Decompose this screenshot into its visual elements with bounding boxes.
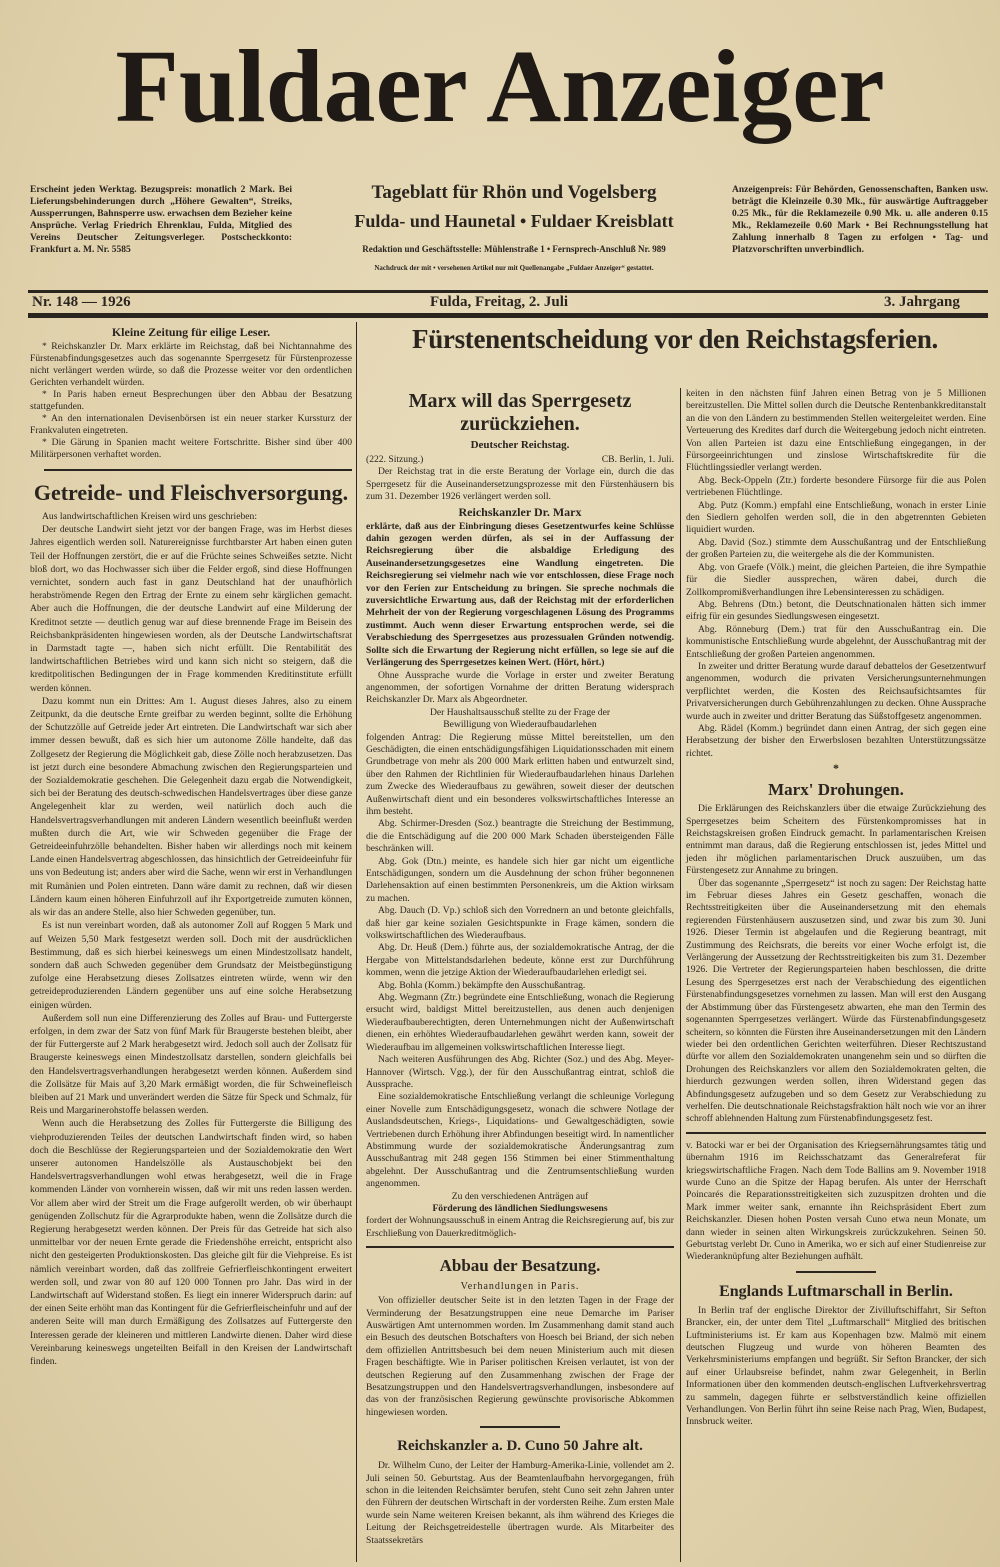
issue-number: Nr. 148 — 1926 <box>32 294 131 310</box>
brief-news-list <box>30 341 352 461</box>
subtitle-line-1: Tageblatt für Rhön und Vogelsberg <box>371 182 657 203</box>
paragraph: Nach weiteren Ausführungen des Abg. Richter (Soz.) und des Abg. Meyer-Hannover (Wirtsch. Vgg.), der für den Ausschußantrag eintrat, schloß die Aussprache. <box>366 1054 674 1090</box>
brief-news-item: * An den internationalen Devisenbörsen ist ein neuer starker Kurssturz der Frankvaluten eingetreten. <box>30 413 352 436</box>
reprint-note: Nachdruck der mit • versehenen Artikel nur mit Quellenangabe „Fuldaer Anzeiger“ gestattet. <box>374 264 654 272</box>
paragraph: fordert der Wohnungsausschuß in einem Antrag die Reichsregierung auf, bis zur Erschließung von Dauerkreditmöglich- <box>366 1215 674 1239</box>
paragraph: Der deutsche Landwirt sieht jetzt vor der bangen Frage, was im Herbst dieses Jahres eigentlich werden soll. Naturereignisse furchtbarster Art haben einen guten Teil der Hoffnungen zerstört, die er auf die Früchte seines Schweißes setzte. Nicht bloß dort, wo das Hochwasser sich über die Felder ergoß, sind diese Hoffnungen vernichtet, sondern auch fast in ganz Deutschland hat der unaufhörlich herabströmende Regen den Ertrag der Ernte zu einem sehr kärglichen gemacht. Aber auch die Hoffnungen, die der deutsche Landwirt auf eine Milderung der Kreditnot setzte — deutlich genug war auf diese brennende Frage im Beisein des Reichsbankpräsidenten hingewiesen worden, als der Deutsche Landwirtschaftsrat in Darmstadt tagte —, haben sich nicht erfüllt. Die Rentabilität des landwirtschaftlichen Betriebes wird und kann sich nicht so steigern, daß die kreditpolitischen Bedingungen der in Frage kommenden Kreditinstitute erfüllt werden können. <box>30 524 352 694</box>
subheading-line: Bewilligung von Wiederaufbaudarlehen <box>443 719 597 731</box>
article-subheadline: Marx will das Sperrgesetz zurückziehen. <box>408 390 632 435</box>
session-line <box>366 454 674 466</box>
paragraph: Aus landwirtschaftlichen Kreisen wird uns geschrieben: <box>42 511 257 522</box>
paragraph: Eine sozialdemokratische Entschließung verlangt die schleunige Vorlegung einer Novelle zum Entschädigungsgesetz, wonach die schwere Notlage der Auslandsdeutschen, Kriegs-, Liquidations- und Gewaltgeschädigten, sowie Vertriebenen durch Erhöhung ihrer Abfindungen beseitigt wird. In namentlicher Abstimmung wurde der sozialdemokratische Änderungsantrag zum Ausschußantrag mit 248 gegen 156 Stimmen bei einer Stimmenthaltung abgelehnt. Der Ausschußantrag und die Zentrumsentschließung wurden angenommen. <box>366 1091 674 1190</box>
right-column <box>686 388 986 1429</box>
paragraph: keiten in den nächsten fünf Jahren einen Betrag von je 5 Millionen bereitzustellen. Die Mittel sollen durch die Deutsche Rentenbankkreditanstalt an die von den Ländern zu bestimmenden Stellen weitergeleitet werden. Eine Verteuerung des Kredites darf durch die Weitergebung jedoch nicht eintreten. Von allen Parteien ist dazu eine Entschließung eingegangen, in der Fürsorgeeinrichtungen und zinslose Wirtschaftskredite für die Flüchtlingssiedler verlangt werden. <box>686 388 986 474</box>
byline: CB. Berlin, 1. Juli. <box>601 454 674 465</box>
column-divider <box>356 322 357 1562</box>
paragraph: Dr. Wilhelm Cuno, der Leiter der Hamburg-Amerika-Linie, vollendet am 2. Juli seinen 50. Geburtstag. Aus der Beamtenlaufbahn hervorgegangen, früh schon in die leitenden Reichsämter berufen, steht Cuno seit zehn Jahren unter den Führern der deutschen Wirtschaft in der vordersten Reihe. Zum ersten Male wurde sein Name weiteren Kreisen bekannt, als ihm während des Krieges die Leitung der Reichsgetreidestelle übertragen wurde. Als Mitarbeiter des Staatssekretärs <box>366 1460 674 1546</box>
middle-column <box>366 388 674 1547</box>
paragraph: Abg. Dr. Heuß (Dem.) führte aus, der sozialdemokratische Antrag, der die Hergabe von Mittelstandsdarlehen bedeute, könne erst zur Durchführung kommen, wenn die jetzige Aktion der Wiederaufbaudarlehen erledigt sei. <box>366 942 674 979</box>
paragraph: Dazu kommt nun ein Drittes: Am 1. August dieses Jahres, also zu einem Zeitpunkt, da die deutsche Ernte greifbar zu werden beginnt, sollte die Erhöhung der Schutzzölle auf Getreide jeder Art eintreten. Die Landwirtschaft war sich aber immer dessen bewußt, daß es sich hier um autonome Zölle handelte, daß das Zollgesetz der Regierung die Möglichkeit gab, diese Zölle noch herabzusetzen. Das ist jetzt durch eine besondere Abmachung zwischen den Regierungsparteien und der Sozialdemokratie geschehen. Die Gelegenheit dazu ergab die Notwendigkeit, sich bei der Beratung des deutsch-schwedischen Handelsvertrages über diese ganze Angelegenheit klar zu werden, weil natürlich doch auch die Handelsvertragsverhandlungen mit anderen Ländern wesentlich beeinflußt werden mußten durch die Art, wie wir Schweden gegenüber die Frage der Getreideeinfuhrzölle behandelten. Bisher haben wir allerdings noch mit keinem Lande einen Handelsvertrag abgeschlossen, das hinsichtlich der Getreideeinfuhr für uns von Bedeutung ist; anders aber wird die Sache, wenn wir erst in Verhandlungen mit Rumänien und Polen eintreten. Dann wäre damit zu rechnen, daß wir diesen Ländern kaum einen höheren Einfuhrzoll auf ihr Exportgetreide zumuten können, als wir das an andere Stelle, also hier Schweden gegenüber, tun. <box>30 695 352 919</box>
paragraph: In Berlin traf der englische Direktor der Zivilluftschiffahrt, Sir Sefton Brancker, ein, der unter dem Titel „Luftmarschall“ Mitglied des britischen Luftministeriums ist. Er kam aus Kopenhagen bzw. Malmö mit einem deutschen Flugzeug und wurde von höheren Beamten des Verkehrsministeriums empfangen und begrüßt. Sir Sefton Brancker, der sich auf einer Urlaubsreise befindet, nahm zwar Gelegenheit, in Berlin Informationen über den kommenden deutsch-englischen Luftverkehrsvertrag zu sammeln, dagegen führte er selbstverständlich keine offiziellen Verhandlungen. Von Berlin führt ihn seine Reise nach Prag, Wien, Budapest, Innsbruck weiter. <box>686 1304 986 1428</box>
paragraph: Abg. Schirmer-Dresden (Soz.) beantragte die Streichung der Bestimmung, die die Entschädigung auf die 200 000 Mark Schaden übersteigenden Fälle beschränken will. <box>366 818 674 855</box>
paragraph: Außerdem soll nun eine Differenzierung des Zolles auf Brau- und Futtergerste erfolgen, in dem zwar der Satz von fünf Mark für Braugerste bestehen bleibt, aber der für Futtergerste auf 2 Mark herabgesetzt wird. Jedoch soll auch der Zollsatz für Braugerste keineswegs einen Mindestzollsatz darstellen, sondern gleichfalls bei den Handelsvertragsverhandlungen herabgesetzt werden können. Außerdem sind die Zollsätze für Mais auf 3,20 Mark ermäßigt worden, die für Schweinefleisch bleiben auf 21 Mark und unverändert werden die Sätze für Speck und Schmalz, für Reis und Margarinerohstoffe belassen werden. <box>30 1012 352 1117</box>
paragraph: Abg. Beck-Oppeln (Ztr.) forderte besondere Fürsorge für die aus Polen vertriebenen Flüchtlinge. <box>686 474 986 499</box>
paragraph: Wenn auch die Herabsetzung des Zolles für Futtergerste die Billigung des viehproduzierenden Teiles der deutschen Landwirtschaft finden wird, so haben doch die Beschlüsse der Regierungsparteien und der Sozialdemokratie den Wert unserer autonomen Handelszölle als Austauschobjekt bei den Handelsvertragsverhandlungen wohl etwas herabgesetzt, weil die in Frage kommenden Länder von vornherein wissen, daß wir mit uns reden lassen werden. Vor allem aber wird der Streit um die Frage aufgerollt werden, ob wir überhaupt genügenden Zollschutz für die Agrarprodukte haben, wenn die Zollsätze durch die Regierung herabgesetzt werden können. Der Preis für das Getreide hat sich also unmittelbar vor der neuen Ernte gerade die Friedenshöhe erreicht, entspricht also nicht den gesteigerten Produktionskosten. Das gleiche gilt für die Viehpreise. Es ist nämlich vereinbart worden, daß das zollfreie Gefrierfleischkontingent erweitert werden soll, und zwar von 80 auf 120 000 Tonnen pro Jahr. Das wird in der Landwirtschaft auf Widerstand stoßen. Es liegt ein innerer Widerspruch darin: auf der einen Seite erhöht man das Kontingent für die Gefrierfleischeinfuhr und auf der anderen Seite will man durch Ermäßigung des Zollsatzes auf Futtergerste den Interessen gerade der kleineren und mittleren Landwirte dienen. Daher wird diese Vereinbarung keineswegs ungeteilten Beifall in den Kreisen der Landwirtschaft finden. <box>30 1118 352 1367</box>
subtitle-line-2: Fulda- und Haunetal • Fuldaer Kreisblatt <box>354 211 674 231</box>
section-separator: * <box>833 761 839 776</box>
section-rule <box>44 469 352 471</box>
subheading-marx: Reichskanzler Dr. Marx <box>458 504 582 519</box>
brief-news-item: * In Paris haben erneut Besprechungen über den Abbau der Besatzung stattgefunden. <box>30 389 352 412</box>
volume-number: 3. Jahrgang <box>884 294 960 310</box>
paragraph: Abg. Bohla (Komm.) bekämpfte den Ausschußantrag. <box>378 979 586 991</box>
article-headline-getreide: Getreide- und Fleischversorgung. <box>33 480 349 505</box>
paragraph: Abg. von Graefe (Völk.) meint, die gleichen Parteien, die ihre Sympathie für die Siedler aussprechen, wären dabei, durch die Zollkompromißverhandlungen ihre Lebensinteressen zu schädigen. <box>686 561 986 598</box>
column-divider <box>680 388 681 1562</box>
newspaper-title: Fuldaer Anzeiger <box>115 29 885 144</box>
article-subheadline-besatzung: Verhandlungen in Paris. <box>460 1281 580 1293</box>
section-label: Deutscher Reichstag. <box>470 439 570 451</box>
subscription-info: Erscheint jeden Werktag. Bezugspreis: monatlich 2 Mark. Bei Lieferungsbehinderungen durch „Höhere Gewalten“, Streiks, Aussperrungen, Bahnsperre usw. erwachsen dem Bezieher keine Ansprüche. Verlag Friedrich Ehrenklau, Fulda, Mitglied des Vereins Deutscher Zeitungsverleger. Postscheckkonto: Frankfurt a. M. Nr. 5585 <box>30 185 292 255</box>
paragraph: Abg. David (Soz.) stimmte dem Ausschußantrag und der Entschließung der großen Parteien zu, die weitergehe als die der Kommunisten. <box>686 536 986 561</box>
paragraph: In zweiter und dritter Beratung wurde darauf debattelos der Gesetzentwurf angenommen, wodurch die privaten Versicherungsunternehmungen verpflichtet werden, die Kosten des Reichsaufsichtsamtes für Privatversicherungen durch Gebührenzahlungen zu decken. Ohne Aussprache wurde auch in zweiter und dritter Beratung das Süßstoffgesetz angenommen. <box>686 660 986 722</box>
paragraph: Abg. Putz (Komm.) empfahl eine Entschließung, wonach in erster Linie den Siedlern geholfen werden soll, die in den abgetrennten Gebieten liquidiert wurden. <box>686 499 986 536</box>
editorial-address: Redaktion und Geschäftsstelle: Mühlenstraße 1 • Fernsprech-Anschluß Nr. 989 <box>362 244 666 254</box>
paragraph: Der Reichstag trat in die erste Beratung der Vorlage ein, durch die das Sperrgesetz für die Auseinandersetzungsprozesse mit den Fürstenhäusern bis zum 31. Dezember 1926 verlängert werden soll. <box>366 466 674 503</box>
paragraph: Abg. Dauch (D. Vp.) schloß sich den Vorrednern an und betonte gleichfalls, daß hier gar keine sozialen Gesichtspunkte in Frage kämen, sondern die volkswirtschaftlichen des Wiederaufbaus. <box>366 905 674 942</box>
session-number: (222. Sitzung.) <box>366 454 424 465</box>
brief-news-item: * Reichskanzler Dr. Marx erklärte im Reichstag, daß bei Nichtannahme des Fürstenabfindungsgesetzes auch das sogenannte Sperrgesetz für Fürstenprozesse nicht verlängert werden würde, so daß die Prozesse weiter vor den ordentlichen Gerichten verhandelt würden. <box>30 341 352 388</box>
subheading-line: Förderung des ländlichen Siedlungswesens <box>432 1202 608 1214</box>
dateline-rule <box>28 313 988 318</box>
paragraph: Abg. Behrens (Dtn.) betont, die Deutschnationalen hätten sich immer eifrig für ein gesundes Siedlungswesen eingesetzt. <box>686 598 986 623</box>
issue-date: Fulda, Freitag, 2. Juli <box>430 294 569 310</box>
brief-news-item: * Die Gärung in Spanien macht weitere Fortschritte. Bisher sind über 400 Militärpersonen verhaftet worden. <box>30 437 352 460</box>
brief-news-heading: Kleine Zeitung für eilige Leser. <box>111 325 271 339</box>
paragraph: Abg. Rädel (Komm.) begründet dann einen Antrag, der sich gegen eine Herabsetzung der bisher den Erwerbslosen bezahlten Unterstützungssätze richtet. <box>686 722 986 759</box>
article-headline-besatzung: Abbau der Besatzung. <box>439 1256 601 1276</box>
masthead-rule <box>28 290 988 293</box>
paragraph: Es ist nun vereinbart worden, daß als autonomer Zoll auf Roggen 5 Mark und auf Weizen 5,50 Mark festgesetzt werden soll. Doch mit der ausdrücklichen Bestimmung, daß es sich hierbei keineswegs um einen Mindestzollsatz handelt, sondern daß auch Schweden gegenüber dem Grundsatz der Meistbegünstigung zufolge eine Herabsetzung dieses Zollsatzes eintreten würde, wenn wir den getreideproduzierenden Ländern gegenüber uns auf eine solche Herabsetzung einigen würden. <box>30 920 352 1011</box>
paragraph: Abg. Wegmann (Ztr.) begründete eine Entschließung, wonach die Regierung ersucht wird, baldigst Mittel bereitzustellen, aus denen auch denjenigen Wiederaufbauberechtigten, deren Unternehmungen nicht der Außenwirtschaft dienen, ein erhöhtes Wiederaufbaudarlehen gewährt werden kann, soweit der Wiederaufbau im allgemeinen volkswirtschaftlichen Interesse liegt. <box>366 992 674 1053</box>
main-headline: Fürstenentscheidung vor den Reichstagsferien. <box>412 324 938 354</box>
paragraph: Abg. Gok (Dtn.) meinte, es handele sich hier gar nicht um eigentliche Entschädigungen, sondern um die Ausdehnung der schon früher begonnenen Darlehensaktion auf einen bestimmten Personenkreis, um die Aktion wirksam zu machen. <box>366 855 674 904</box>
paragraph: v. Batocki war er bei der Organisation des Kriegsernährungsamtes tätig und übernahm 1916 im Reichsschatzamt das Generalreferat für kriegswirtschaftliche Fragen. Nach dem Tode Ballins am 9. November 1918 wurde Cuno an die Spitze der Hapag berufen. Als unter der Herrschaft Poincarés die Reparationsstreitigkeiten sich zuzuspitzen drohten und die Mark immer weiter sank, ernannte ihn Reichspräsident Ebert zum Reichskanzler. Diesen hohen Posten versah Cuno etwa neun Monate, um dann wieder in seinen alten Wirkungskreis zurückzukehren. Seinen 50. Geburtstag verlebt Dr. Cuno in Amerika, wo er sich auf einer Studienreise zur Wiederanknüpfung alter Beziehungen aufhält. <box>686 1139 986 1263</box>
article-body-getreide <box>30 510 352 1368</box>
section-rule <box>366 1246 674 1248</box>
subheading-line: Zu den verschiedenen Anträgen auf <box>451 1190 589 1202</box>
section-rule <box>796 1271 876 1273</box>
advertising-rates: Anzeigenpreis: Für Behörden, Genossenschaften, Banken usw. beträgt die Kleinzeile 0.30 Mk., für auswärtige Auftraggeber 0.25 Mk., für die Reklamezeile 0.90 Mk. u. alle anderen 0.15 Mk., Reklamezeile 0.60 Mark • Bei Rechnungsstellung hat Zahlung innerhalb 8 Tagen zu erfolgen • Tag- und Platzvorschriften unverbindlich. <box>732 185 988 255</box>
paragraph: Von offizieller deutscher Seite ist in den letzten Tagen in der Frage der Verminderung der Besatzungstruppen eine neue Demarche im Pariser Auswärtigen Amt unternommen worden. Im Zusammenhang damit stand auch ein Besuch des deutschen Botschafters von Hoesch bei Briand, der sich neben dem offiziellen Antrittsbesuch bei dem neuen Ministerium auch mit diesen Fragen beschäftigte. Wie in Pariser politischen Kreisen verlautet, ist von der deutschen Regierung auf den Zusammenhang zwischen der Frage der Besatzungstruppen und den Handelsvertragsverhandlungen, insbesondere auf das von der französischen Regierung gewünschte provisorische Abkommen hingewiesen worden. <box>366 1295 674 1418</box>
section-rule <box>686 1132 986 1134</box>
paragraph: Die Erklärungen des Reichskanzlers über die etwaige Zurückziehung des Sperrgesetzes beim Scheitern des Fürstenkompromisses hat in Reichstagskreisen großen Eindruck gemacht. In parlamentarischen Kreisen entnimmt man daraus, daß die Regierung entschlossen ist, jedes Mittel und jeden ihr möglichen parlamentarischen Druck auszuüben, um das Fürstengesetz zur Annahme zu bringen. <box>686 803 986 877</box>
article-headline-luftmarschall: Englands Luftmarschall in Berlin. <box>719 1282 953 1300</box>
paragraph: Abg. Rönneburg (Dem.) trat für den Ausschußantrag ein. Die kommunistische Entschließung wurde abgelehnt, der Ausschußantrag mit der Entschließung der großen Parteien angenommen. <box>686 623 986 660</box>
subheading-line: Der Haushaltsausschuß stellte zu der Frage der <box>429 706 611 718</box>
section-rule <box>480 1426 560 1428</box>
paragraph: Über das sogenannte „Sperrgesetz“ ist noch zu sagen: Der Reichstag hatte im Februar dieses Jahres ein Gesetz geschaffen, wonach die Rechtsstreitigkeiten über die Auseinandersetzung mit den ehemals regierenden Fürstenhäusern auszusetzen sind, und zwar bis zum 30. Juni 1926. Dieser Termin ist abgelaufen und die Regierung beantragt, mit Zustimmung des Reichsrats, die bereits vor einer Woche erfolgt ist, die Verlängerung der Aussetzung der Rechtsstreitigkeiten bis zum 31. Dezember 1926. Die Vertreter der Regierungsparteien haben beschlossen, die dritte Lesung des Sperrgesetzes erst nach der Verabschiedung des eigentlichen Fürstenabfindungsgesetzes vornehmen zu lassen. Man will erst den Ausgang der Abstimmung über das Fürstengesetz abwarten, ehe man den Termin des sogenannten Sperrgesetzes verlängert. Würde das Fürstenabfindungsgesetz scheitern, so könnten die Fürsten ihre Auseinandersetzungen mit den Ländern wieder bei den ordentlichen Gerichten weiterführen. Dieser Rechtszustand dürfte vor allem den Sozialdemokraten unangenehm sein und so dürften die Drohungen des Reichskanzlers vor allem den Sozialdemokraten gelten, die hierdurch gezwungen werden sollen, ihren Widerstand gegen das Abfindungsgesetz aufzugeben und so dem Gesetz zur Verabschiedung zu verhelfen. Die deutschnationale Reichstagsfraktion hält noch wie vor an ihrer schroff ablehnenden Haltung zum Fürstenabfindungsgesetz fest. <box>686 877 986 1125</box>
left-column <box>30 324 352 1368</box>
paragraph: folgenden Antrag: Die Regierung müsse Mittel bereitstellen, um den Geschädigten, die einen entschädigungsfähigen Liquidationsschaden mit einem Grundbetrage von mehr als 200 000 Mark erlitten haben und entwurzelt sind, über den Rahmen der Richtlinien für Wiederaufbaudarlehen hinaus Darlehen zum Zwecke des Wiederaufbaus zu gewähren, soweit dieser der deutschen Außenwirtschaft dient und ein besonderes volkswirtschaftliches Interesse an ihm besteht. <box>366 731 674 817</box>
paragraph: erklärte, daß aus der Einbringung dieses Gesetzentwurfes keine Schlüsse dahin gezogen werden dürfen, als sei in der Auffassung der Reichsregierung über die alsbaldige Erledigung des Auseinandersetzungsgesetzes eine Wandlung eingetreten. Die Reichsregierung sei vielmehr nach wie vor entschlossen, diese Frage noch vor den Ferien zur Entscheidung zu bringen. Sie spreche nochmals die zuversichtliche Erwartung aus, daß der Reichstag mit der erforderlichen Mehrheit der von der Regierung vorgeschlagenen Lösung des Programms zustimmt. Auch wenn dieser Erwartung entsprochen werde, sei die Verabschiedung des Sperrgesetzes aus prozessualen Gründen notwendig. Sollte sich die Erwartung der Regierung nicht erfüllen, so lege sie auf die Verlängerung des Sperrgesetzes keinen Wert. (Hört, hört.) <box>366 520 674 669</box>
paragraph: Ohne Aussprache wurde die Vorlage in erster und zweiter Beratung angenommen, der sofortigen Vornahme der dritten Beratung widersprach Reichskanzler Dr. Marx als Abgeordneter. <box>366 669 674 706</box>
article-headline-cuno: Reichskanzler a. D. Cuno 50 Jahre alt. <box>397 1438 643 1455</box>
article-headline-drohungen: Marx' Drohungen. <box>768 780 904 800</box>
